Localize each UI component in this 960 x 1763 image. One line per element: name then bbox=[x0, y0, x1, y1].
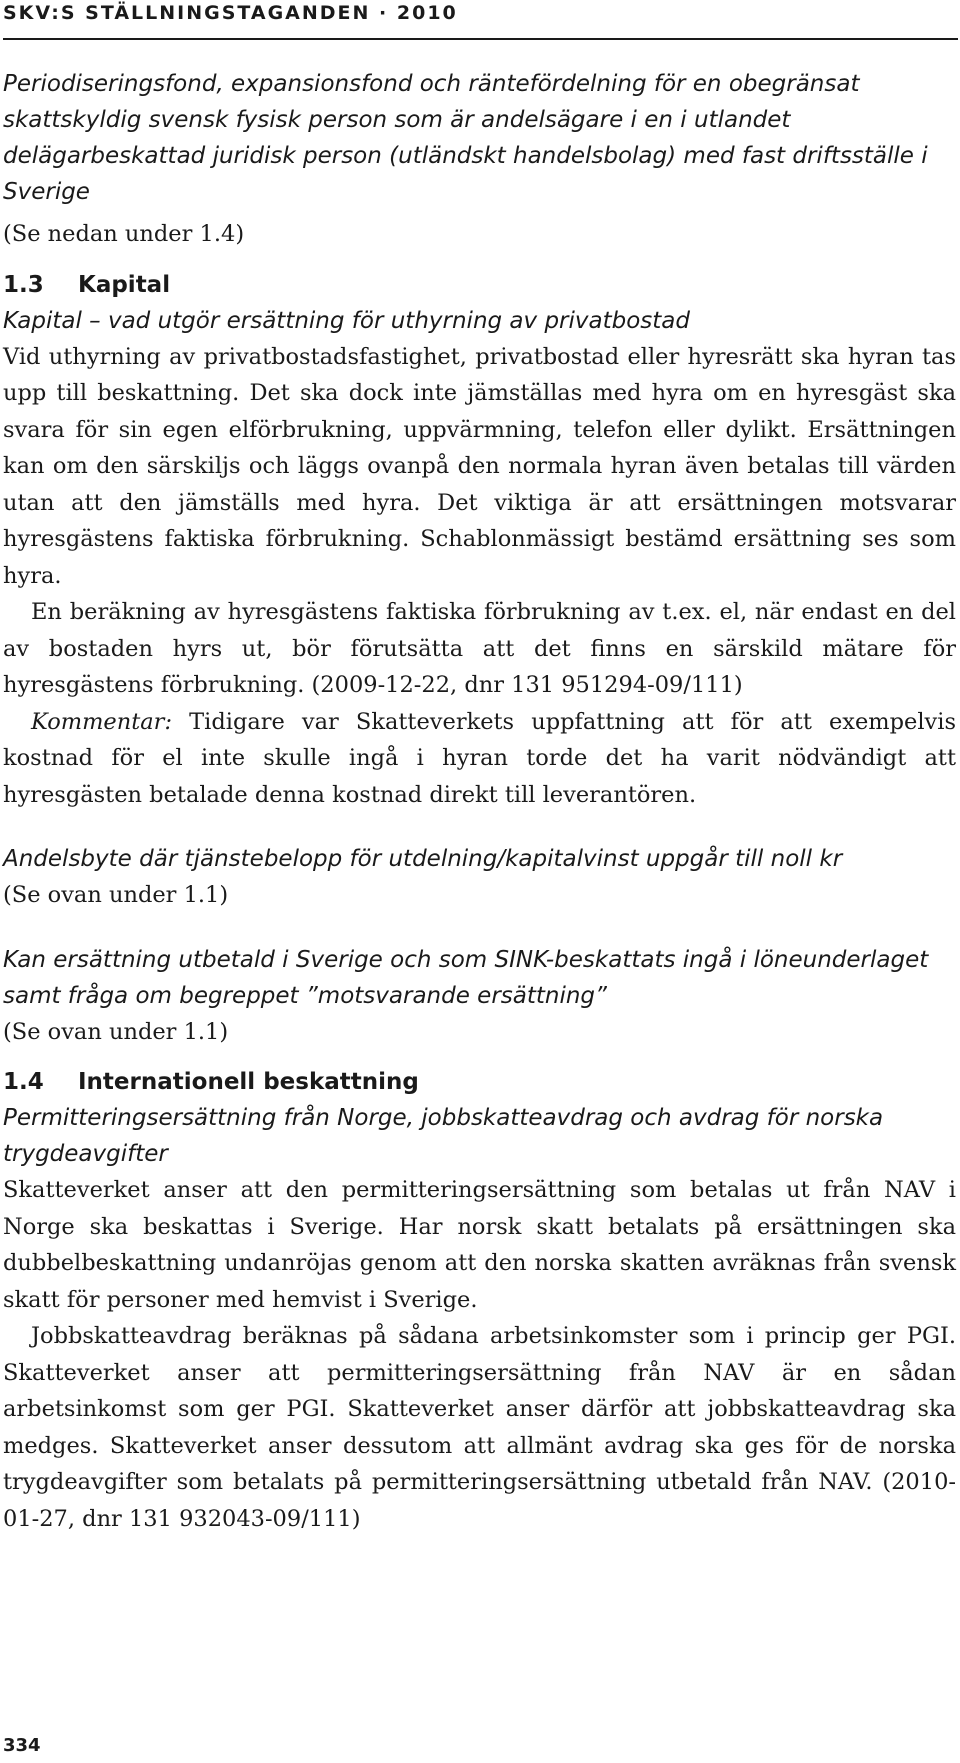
section-title: Kapital bbox=[78, 271, 171, 298]
andelsbyte-reference: (Se ovan under 1.1) bbox=[3, 882, 229, 908]
section-number: 1.3 bbox=[3, 271, 44, 298]
kapital-paragraph: Vid uthyrning av privatbostadsfastighet, privatbostad eller hyresrätt ska hyran tas upp till beskattning. Det ska dock inte jämställas med hyra om en hyresgäst ska svara för sin egen elförbrukning, uppvärmning, telefon eller dylikt. Ersättningen kan om den särskiljs och läggs ovanpå den normala hyran även betalas till värden utan att den jämställs med hyra. Det viktiga är att ersättningen motsvarar hyresgästens faktiska förbrukning. Schablonmässigt bestämd ersättning ses som hyra. bbox=[3, 343, 956, 589]
permittering-heading: Permitteringsersättning från Norge, jobbskatteavdrag och avdrag för norska trygdeavgifter bbox=[3, 1105, 884, 1167]
comment-text: Tidigare var Skatteverkets uppfattning att för att exempelvis kostnad för el inte skulle ingå i hyran torde det ha varit nödvändigt att hyresgästen betalade denna kostnad direkt till leverantören. bbox=[3, 708, 956, 808]
section-1-4-heading bbox=[3, 1064, 956, 1100]
kapital-subheading: Kapital – vad utgör ersättning för uthyrning av privatbostad bbox=[3, 307, 690, 334]
page-number: 334 bbox=[3, 1735, 41, 1756]
andelsbyte-heading: Andelsbyte där tjänstebelopp för utdelning/kapitalvinst uppgår till noll kr bbox=[3, 846, 843, 872]
permittering-paragraph-2: Jobbskatteavdrag beräknas på sådana arbetsinkomster som i princip ger PGI. Skatteverket anser att permitteringsersättning från NAV är en sådan arbetsinkomst som ger PGI. Skatteverket anser därför att jobbskatteavdrag ska medges. Skatteverket anser dessutom att allmänt avdrag ska ges för de norska trygdeavgifter som betalats på permitteringsersättning utbetald från NAV. (2010-01-27, dnr 131 932043-09/111) bbox=[3, 1323, 956, 1532]
section-1-3-heading bbox=[3, 267, 956, 303]
header-divider bbox=[3, 38, 958, 40]
periodiseringsfond-reference: (Se nedan under 1.4) bbox=[3, 221, 245, 247]
kapital-comment bbox=[3, 704, 956, 814]
periodiseringsfond-heading: Periodiseringsfond, expansionsfond och räntefördelning för en obegränsat skattskyldig svensk fysisk person som är andelsägare i en i utlandet delägarbeskattad juridisk person (utländskt handelsbolag) med fast driftsställe i Sverige bbox=[3, 71, 928, 205]
section-title: Internationell beskattning bbox=[78, 1069, 419, 1095]
section-number: 1.4 bbox=[3, 1069, 44, 1095]
comment-label: Kommentar: bbox=[31, 708, 173, 735]
permittering-paragraph: Skatteverket anser att den permitteringsersättning som betalas ut från NAV i Norge ska beskattas i Sverige. Har norsk skatt betalats på ersättningen ska dubbelbeskattning undanröjas genom att den norska skatten avräknas från svensk skatt för personer med hemvist i Sverige. bbox=[3, 1177, 956, 1313]
kapital-paragraph-2: En beräkning av hyresgästens faktiska förbrukning av t.ex. el, när endast en del av bostaden hyrs ut, bör förutsätta att det finns en särskild mätare för hyresgästens förbrukning. (2009-12-22, dnr 131 951294-09/111) bbox=[3, 599, 956, 698]
sink-heading: Kan ersättning utbetald i Sverige och som SINK-beskattats ingå i löneunderlaget samt fråga om begreppet ”motsvarande ersättning” bbox=[3, 946, 929, 1009]
page-content bbox=[3, 66, 956, 1537]
running-header: SKV:S STÄLLNINGSTAGANDEN · 2010 bbox=[3, 2, 458, 24]
sink-reference: (Se ovan under 1.1) bbox=[3, 1018, 229, 1045]
